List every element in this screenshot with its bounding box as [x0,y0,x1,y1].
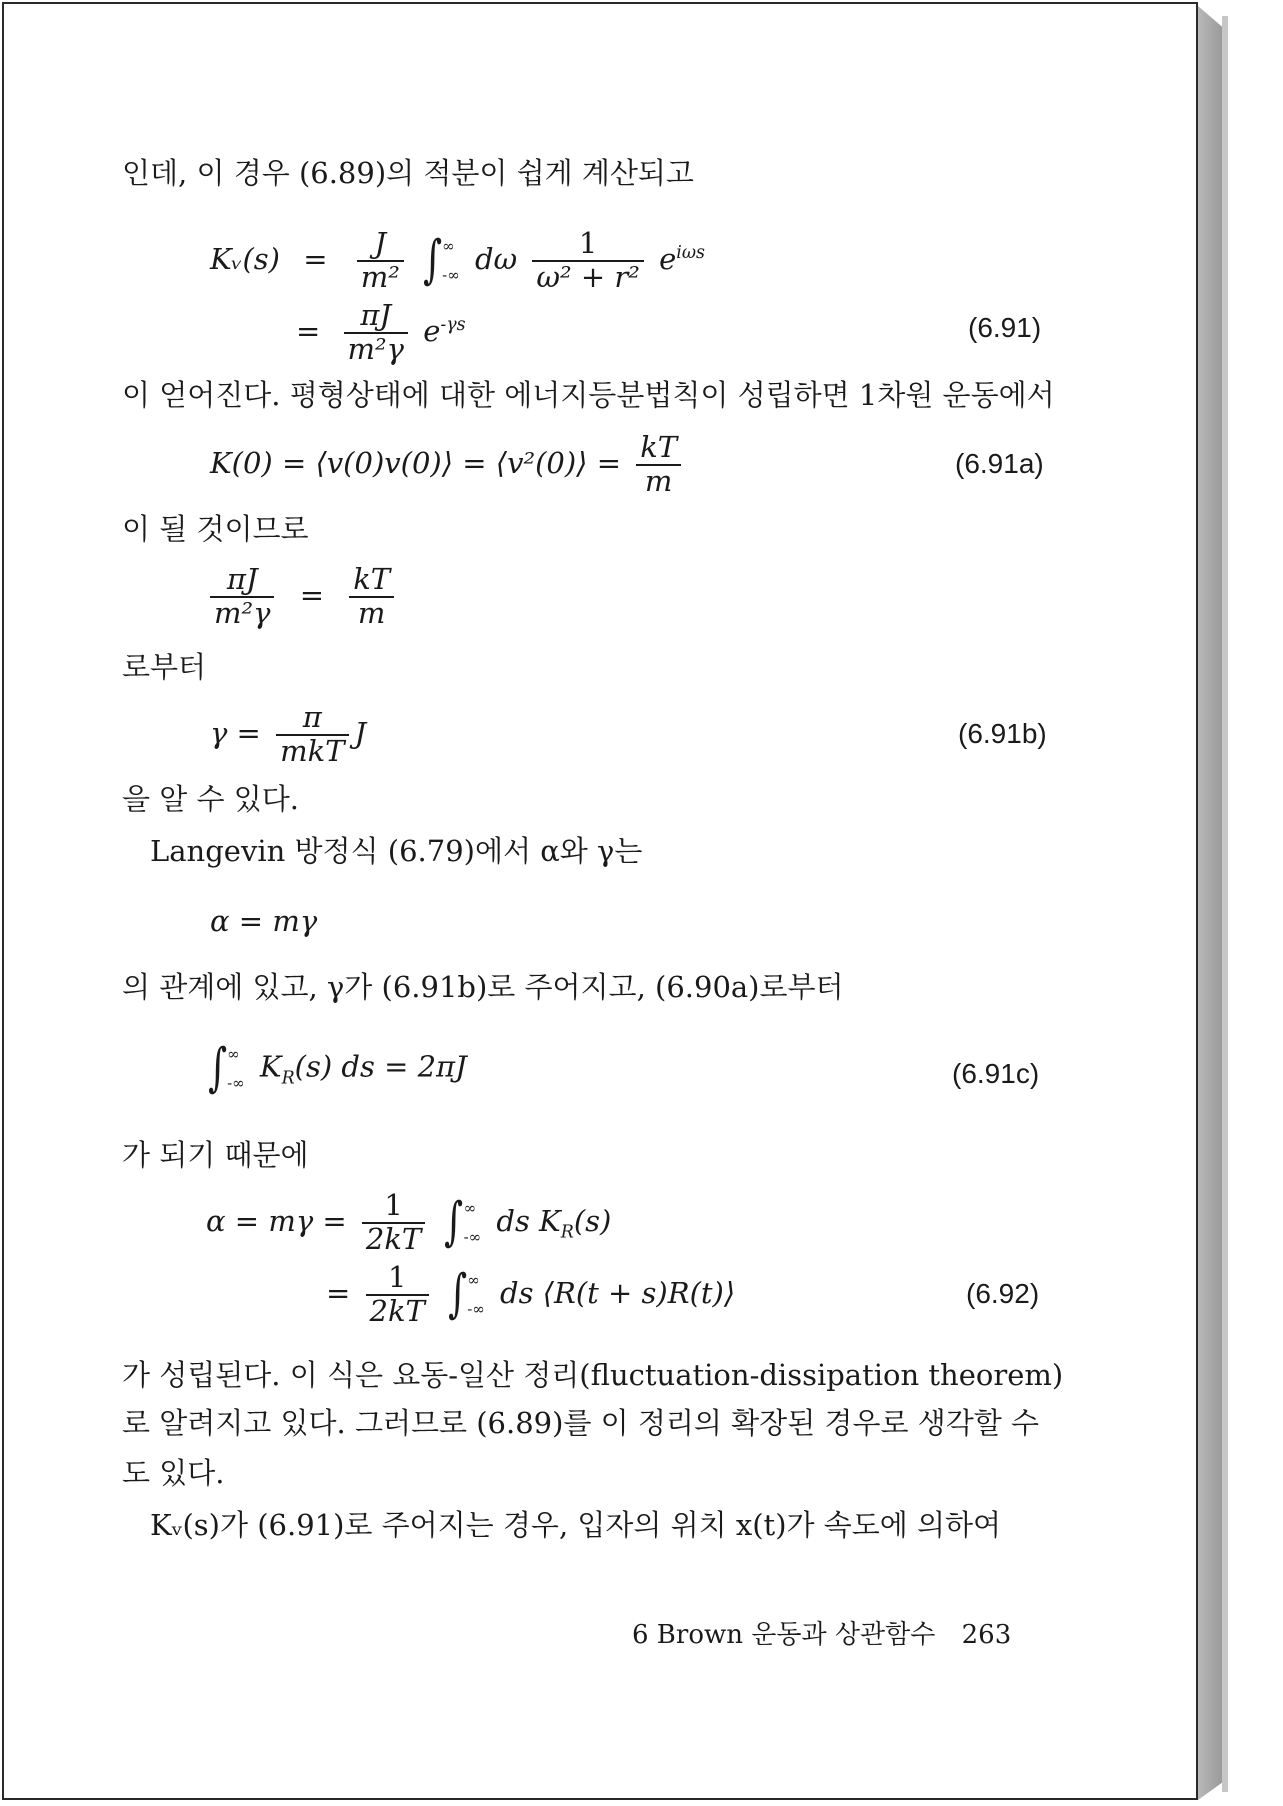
text-line-11: 도 있다. [122,1456,225,1490]
running-footer [632,1614,1011,1651]
text-line-10: 로 알려지고 있다. 그러므로 (6.89)를 이 정리의 확장된 경우로 생각할 수 [122,1406,1039,1440]
equation-number-6-91c: (6.91c) [952,1058,1040,1089]
equation-6-91-line1: Kᵥ(s) = $\frac{J}{\text{m²}}$ ∫ ∞ -∞ dω $\frac{1}{\text{ω² + r²}}$ $e^{i\omega s}$ [210,226,705,294]
equation-6-91b: γ = $\frac{\pi}{\text{mkT}}$ J [210,700,367,768]
equation-6-92-line2: = $\frac{1}{2kT}$ ∫ ∞ -∞ ds ⟨R(t + s)R(t)⟩ [326,1260,736,1328]
text-line-12: Kᵥ(s)가 (6.91)로 주어지는 경우, 입자의 위치 x(t)가 속도에 의하여 [150,1508,1002,1542]
text-line-5: 을 알 수 있다. [122,782,299,816]
equation-6-91-line2: = $\frac{\pi J}{\text{m²γ}}$ $e^{-\gamma s}$ [296,298,466,366]
footer-chapter: 6 Brown 운동과 상관함수 [632,1620,936,1650]
text-line-7: 의 관계에 있고, γ가 (6.91b)로 주어지고, (6.90a)로부터 [122,970,844,1004]
page-edge-strip [1222,16,1228,1792]
text-line-8: 가 되기 때문에 [122,1138,309,1172]
equation-number-6-91b: (6.91b) [958,718,1047,749]
text-line-4: 로부터 [122,650,207,684]
equation-number-6-91: (6.91) [968,312,1042,343]
equation-number-6-92: (6.92) [966,1278,1040,1309]
eq-lhs: Kᵥ(s) [210,241,280,276]
page-number: 263 [961,1620,1012,1650]
text-line-1: 인데, 이 경우 (6.89)의 적분이 쉽게 계산되고 [122,156,694,190]
text-line-6: Langevin 방정식 (6.79)에서 α와 γ는 [150,834,643,868]
text-line-3: 이 될 것이므로 [122,512,309,546]
fraction: $\frac{J}{\text{m²}}$ [357,228,404,294]
equation-balance: $\frac{\pi J}{\text{m²γ}}$ = $\frac{kT}{m}$ [204,564,400,630]
equation-6-91a: K(0) = ⟨v(0)v(0)⟩ = ⟨v²(0)⟩ = $\frac{kT}{m}$ [210,432,687,498]
equation-6-91c: ∫ ∞ -∞ $K_R(s)$ ds = 2πJ [208,1038,467,1098]
text-line-2: 이 얻어진다. 평형상태에 대한 에너지등분법칙이 성립하면 1차원 운동에서 [122,378,1055,412]
text-line-9: 가 성립된다. 이 식은 요동-일산 정리(fluctuation-dissipation theorem) [122,1358,1064,1392]
equation-number-6-91a: (6.91a) [955,448,1044,479]
page-edge-shadow [1198,6,1223,1800]
equation-alpha: α = mγ [210,904,318,938]
equation-6-92-line1: α = mγ = $\frac{1}{2kT}$ ∫ ∞ -∞ ds $K_R(s)$ [206,1188,612,1256]
